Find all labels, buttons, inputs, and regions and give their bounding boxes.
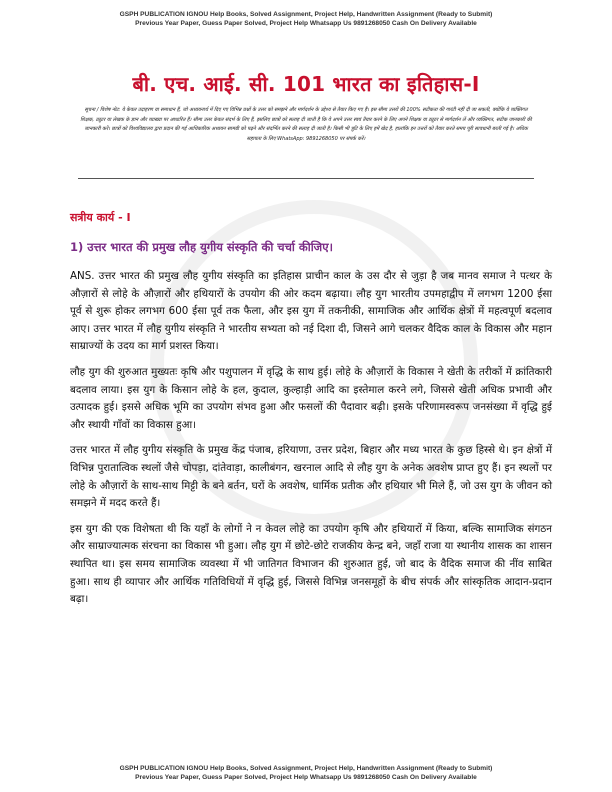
question-heading: 1) उत्तर भारत की प्रमुख लौह युगीय संस्कृति की चर्चा कीजिए। (70, 240, 333, 254)
page-title: बी. एच. आई. सी. 101 भारत का इतिहास-I (132, 72, 480, 96)
header-line-2: Previous Year Paper, Guess Paper Solved, Project Help Whatsapp Us 9891268050 Cash On Delivery Available (135, 20, 477, 27)
divider (78, 178, 534, 179)
answer-paragraph-1: ANS. उत्तर भारत की प्रमुख लौह युगीय संस्कृति का इतिहास प्राचीन काल के उस दौर से जुड़ा है जब मानव समाज ने पत्थर के औज़ारों से लोहे के औज़ारों और हथियारों के उपयोग की ओर कदम बढ़ाया। लौह युग भारतीय उपमहाद्वीप में लगभग 1200 ईसा पूर्व से शुरू होकर लगभग 600 ईसा पूर्व तक फैला, और इस युग में तकनीकी, सामाजिक और आर्थिक क्षेत्रों में महत्वपूर्ण बदलाव आए। उत्तर भारत में लौह युगीय संस्कृति ने भारतीय सभ्यता को नई दिशा दी, जिसने आगे चलकर वैदिक काल के विकास और महान साम्राज्यों के उदय का मार्ग प्रशस्त किया। (70, 270, 552, 353)
section-label: सत्रीय कार्य - I (70, 211, 131, 224)
footer-line-1: GSPH PUBLICATION IGNOU Help Books, Solved Assignment, Project Help, Handwritten Assignment (Ready to Submit) (119, 765, 493, 772)
disclaimer-note: सूचना / विशेष नोट: ये केवल उदाहरण या समाधान हैं, जो अध्ययनार्थ में दिए गए विभिन्न प्रश्नों के उत्तर को समझने और मार्गदर्शन के उद्देश्य से तैयार किए गए हैं। इस सीमा उत्तरों की 100% सटीकता की गारंटी नहीं दी जा सकती, क्योंकि ये व्यक्तिगत शिक्षक, ट्यूटर या लेखक के ज्ञान और व्याख्या पर आधारित हैं। सीमा उत्तर केवल संदर्भ के लिए हैं, इसलिए छात्रों को सलाह दी जाती है कि वे अपने उत्तर स्वयं तैयार करने के लिए अपने शिक्षक या ट्यूटर से मार्गदर्शन लें और व्यक्तिगत, सटीक जानकारी की जानकारी करें। छात्रों को विश्वविद्यालय द्वारा प्रदान की गई आधिकारिक अध्ययन सामग्री को पढ़ने और संदर्भित करने की सलाह दी जाती है। किसी भी त्रुटि के लिए हमें खेद है, हालांकि इन उत्तरों को तैयार करते समय पूरी सावधानी बरती गई है। अधिक सहायता के लिए WhatsApp: 9891268050 पर संपर्क करें। (80, 107, 532, 142)
answer-paragraph-3: उत्तर भारत में लौह युगीय संस्कृति के प्रमुख केंद्र पंजाब, हरियाणा, उत्तर प्रदेश, बिहार और मध्य भारत के कुछ हिस्से थे। इन क्षेत्रों में विभिन्न पुरातात्विक स्थलों जैसे चोपड़ा, दांतेवाड़ा, कालीबंगन, खरनाल आदि से लौह युग के अनेक अवशेष प्राप्त हुए हैं। इन स्थलों पर लोहे के औज़ारों के साथ-साथ मिट्टी के बने बर्तन, घरों के अवशेष, धार्मिक प्रतीक और हथियार भी मिले हैं, जो उस युग के जीवन को समझने में मदद करते हैं। (70, 444, 552, 510)
answer-paragraph-4: इस युग की एक विशेषता थी कि यहाँ के लोगों ने न केवल लोहे का उपयोग कृषि और हथियारों में किया, बल्कि सामाजिक संगठन और साम्राज्यात्मक संरचना का विकास भी हुआ। लौह युग में छोटे-छोटे राजकीय केन्द्र बने, जहाँ राजा या स्थानीय शासक का शासन स्थापित था। इस समय सामाजिक व्यवस्था में भी जातिगत विभाजन की शुरुआत हुई, जो बाद के वैदिक समाज की नींव साबित हुआ। साथ ही व्यापार और आर्थिक गतिविधियों में वृद्धि हुई, जिससे विभिन्न जनसमूहों के बीच संपर्क और सांस्कृतिक आदान-प्रदान बढ़ा। (70, 522, 552, 606)
footer-line-2: Previous Year Paper, Guess Paper Solved, Project Help Whatsapp Us 9891268050 Cash On Delivery Available (135, 774, 477, 781)
header-line-1: GSPH PUBLICATION IGNOU Help Books, Solved Assignment, Project Help, Handwritten Assignment (Ready to Submit) (119, 11, 493, 18)
answer-body (70, 268, 552, 617)
answer-paragraph-2: लौह युग की शुरुआत मुख्यतः कृषि और पशुपालन में वृद्धि के साथ हुई। लोहे के औज़ारों के विकास ने खेती के तरीकों में क्रांतिकारी बदलाव लाया। इस युग के किसान लोहे के हल, कुदाल, कुल्हाड़ी आदि का इस्तेमाल करने लगे, जिससे खेती अधिक प्रभावी और उत्पादक हुई। इससे अधिक भूमि का उपयोग संभव हुआ और फसलों की पैदावार बढ़ी। इसके परिणामस्वरूप जनसंख्या में वृद्धि हुई और स्थायी गाँवों का विकास हुआ। (70, 365, 552, 431)
